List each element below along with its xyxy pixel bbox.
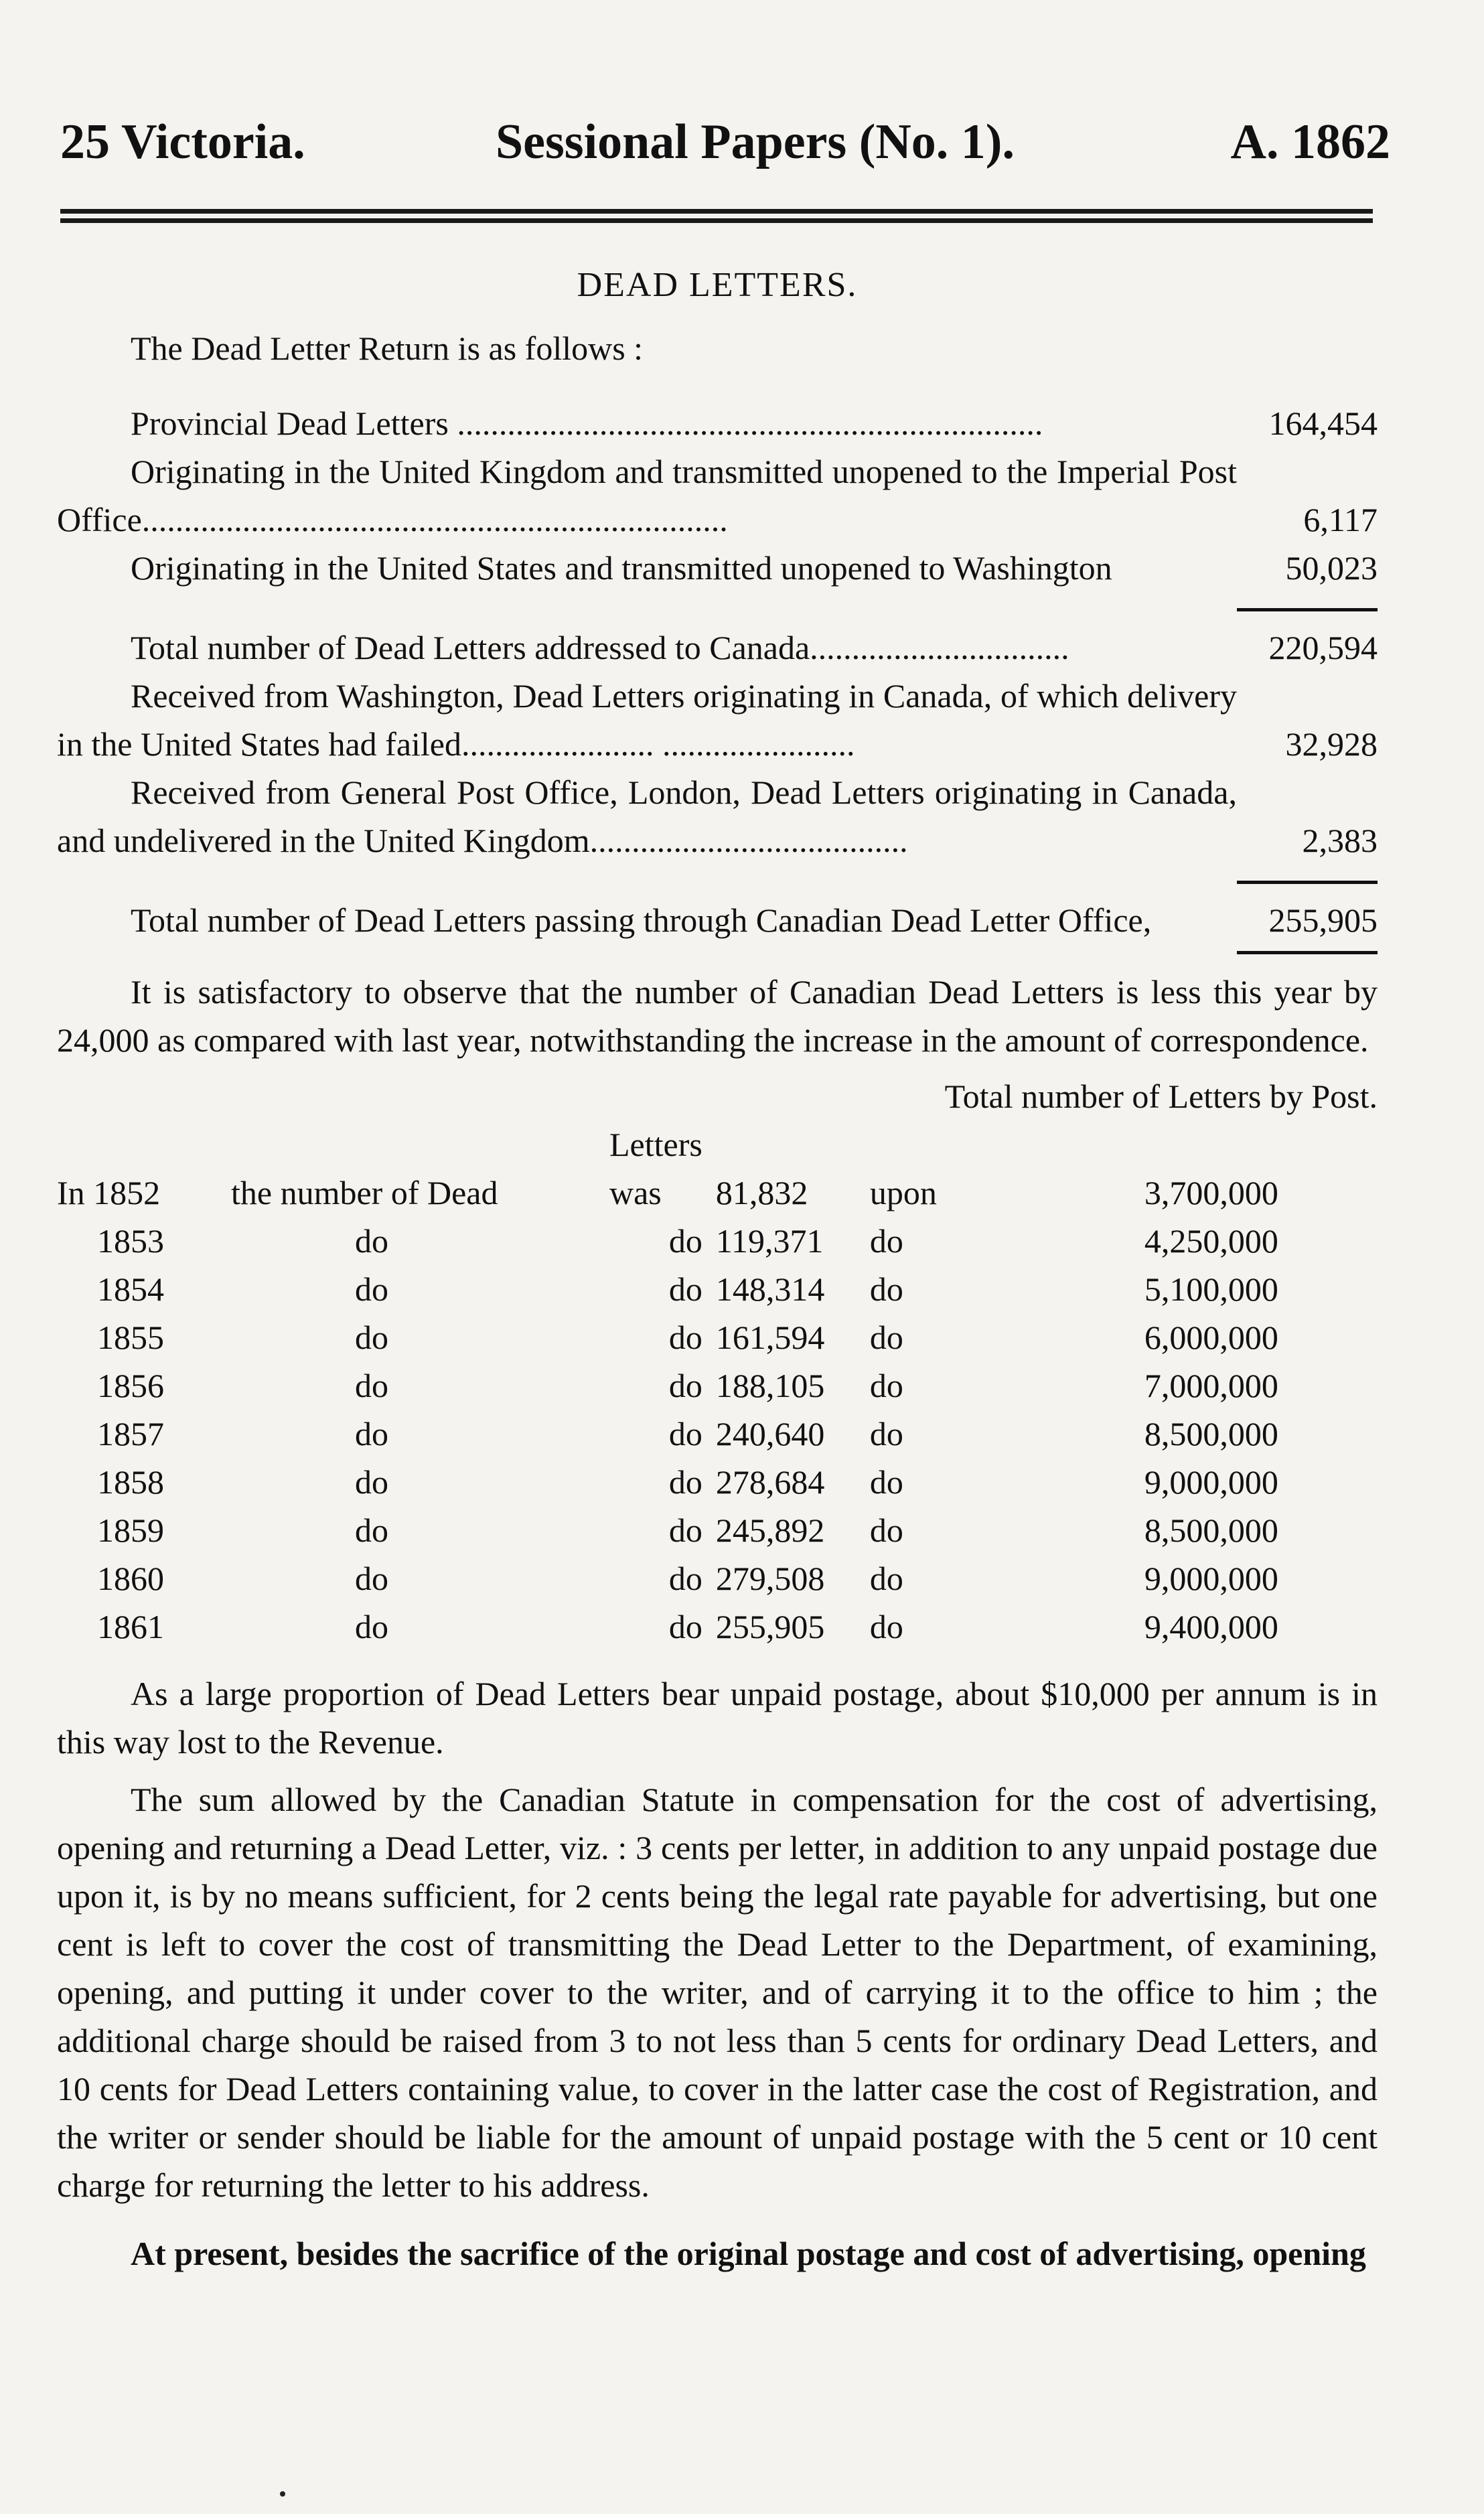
total-letters-cell: 9,400,000 [1144, 1608, 1278, 1645]
ditto-cell: do [869, 1608, 903, 1645]
ditto-cell: do [355, 1270, 388, 1308]
ditto-cell: do [355, 1415, 388, 1453]
dead-letter-count-cell: 148,314 [715, 1270, 825, 1308]
total-letters-cell: 7,000,000 [1144, 1367, 1278, 1404]
print-speck [280, 2491, 285, 2497]
return-row [57, 544, 1378, 592]
total-letters-cell: 9,000,000 [1144, 1463, 1278, 1501]
paragraph-compensation: The sum allowed by the Canadian Statute in compensation for the cost of advertising, opening and returning a Dead Letter, viz. : 3 cents per letter, in addition to any unpaid postage due upon it, is by no means sufficient, for 2 cents being the legal rate payable for advertising, but one cent is left to cover the cost of transmitting the Dead Letter to the Department, of examining, opening, and putting it under cover to the writer, and of carrying it to the office to him ; the additional charge should be raised from 3 to not less than 5 cents for ordinary Dead Letters, and 10 cents for Dead Letters containing value, to cover in the latter case the cost of Registration, and the writer or sender should be liable for the amount of unpaid postage with the 5 cent or 10 cent charge for returning the letter to his address. [57, 1781, 1378, 2204]
header-papers: Sessional Papers (No. 1). [496, 115, 1015, 169]
table-row [57, 1554, 1278, 1603]
ditto-cell: do [668, 1463, 702, 1501]
ditto-cell: do [355, 1367, 388, 1404]
header-year: A. 1862 [1230, 115, 1390, 169]
paragraph-decrease: It is satisfactory to observe that the number of Canadian Dead Letters is less this year by 24,000 as compared with last year, notwithstanding the increase in the amount of correspondence. [57, 973, 1378, 1059]
return-value: 50,023 [1285, 549, 1378, 587]
received-value: 2,383 [1302, 822, 1378, 859]
table-row [57, 1313, 1278, 1361]
year-cell: In 1852 [57, 1174, 161, 1211]
dead-letter-count-cell: 279,508 [715, 1560, 825, 1597]
header-rule-bottom [60, 218, 1373, 223]
return-value: 164,454 [1268, 404, 1378, 442]
received-row [57, 768, 1378, 865]
paragraph-at-present: At present, besides the sacrifice of the original postage and cost of advertising, opening [131, 2235, 1366, 2272]
return-label: Originating in the United Kingdom and transmitted unopened to the Imperial Post Office...................................................................... [57, 453, 1237, 538]
table-row [57, 1458, 1278, 1506]
ditto-cell: do [869, 1463, 903, 1501]
year-cell: 1857 [97, 1415, 164, 1453]
grand-total-label: Total number of Dead Letters passing through Canadian Dead Letter Office, [131, 901, 1152, 939]
sum-rule [1237, 881, 1378, 884]
section-title: DEAD LETTERS. [577, 266, 858, 304]
ditto-cell: do [869, 1415, 903, 1453]
ditto-cell: do [668, 1511, 702, 1549]
return-label: Originating in the United States and transmitted unopened to Washington [131, 549, 1112, 587]
received-label: Received from Washington, Dead Letters originating in Canada, of which delivery in the United States had failed....................... ....................... [57, 677, 1237, 763]
total-row [57, 623, 1378, 672]
year-cell: 1855 [97, 1319, 164, 1356]
received-row [57, 672, 1378, 768]
received-value: 32,928 [1285, 725, 1378, 763]
dead-letter-count-cell: 278,684 [715, 1463, 825, 1501]
ditto-cell: do [355, 1511, 388, 1549]
total-letters-cell: 8,500,000 [1144, 1415, 1278, 1453]
dead-letter-count-cell: 81,832 [715, 1174, 808, 1211]
year-cell: 1853 [97, 1222, 164, 1260]
return-value: 6,117 [1303, 501, 1378, 538]
table-row [57, 1410, 1278, 1458]
table-row [57, 1506, 1278, 1554]
ditto-cell: do [668, 1415, 702, 1453]
year-cell: 1859 [97, 1511, 164, 1549]
dead-letter-count-cell: 188,105 [715, 1367, 825, 1404]
ditto-cell: do [869, 1319, 903, 1356]
ditto-cell: do [668, 1319, 702, 1356]
total-value: 220,594 [1268, 629, 1378, 666]
total-letters-cell: 6,000,000 [1144, 1319, 1278, 1356]
year-cell: 1860 [97, 1560, 164, 1597]
total-letters-cell: 8,500,000 [1144, 1511, 1278, 1549]
page-body [57, 261, 1378, 2311]
year-cell: 1858 [97, 1463, 164, 1501]
ditto-cell: do [355, 1560, 388, 1597]
dead-letter-count-cell: 245,892 [715, 1511, 825, 1549]
received-label: Received from General Post Office, London, Dead Letters originating in Canada, and undelivered in the United Kingdom...................................... [57, 773, 1237, 859]
ditto-cell: do [355, 1222, 388, 1260]
ditto-cell: do [668, 1367, 702, 1404]
ditto-cell: do [869, 1222, 903, 1260]
ditto-cell: Letters was [609, 1126, 702, 1211]
table-row [57, 1120, 1278, 1217]
ditto-cell: do [869, 1511, 903, 1549]
sum-rule [1237, 951, 1378, 954]
ditto-cell: do [668, 1560, 702, 1597]
intro-line: The Dead Letter Return is as follows : [131, 329, 644, 367]
dead-letters-table [57, 1120, 1278, 1651]
total-label: Total number of Dead Letters addressed to Canada............................... [131, 629, 1069, 666]
table-row [57, 1217, 1278, 1265]
ditto-cell: do [869, 1270, 903, 1308]
stats-column-header: Total number of Letters by Post. [944, 1078, 1378, 1115]
total-letters-cell: 5,100,000 [1144, 1270, 1278, 1308]
sum-rule [1237, 608, 1378, 611]
ditto-cell: the number of Dead [231, 1174, 498, 1211]
ditto-cell: do [355, 1608, 388, 1645]
total-letters-cell: 4,250,000 [1144, 1222, 1278, 1260]
grand-total-value: 255,905 [1268, 901, 1378, 939]
dead-letter-count-cell: 240,640 [715, 1415, 825, 1453]
year-cell: 1856 [97, 1367, 164, 1404]
header-rule-top [60, 209, 1373, 214]
year-cell: 1861 [97, 1608, 164, 1645]
ditto-cell: do [668, 1222, 702, 1260]
return-row [57, 447, 1378, 544]
year-cell: 1854 [97, 1270, 164, 1308]
dead-letter-count-cell: 161,594 [715, 1319, 825, 1356]
table-row [57, 1361, 1278, 1410]
return-label: Provincial Dead Letters ...................................................................... [131, 404, 1043, 442]
dead-letter-count-cell: 255,905 [715, 1608, 825, 1645]
dead-letter-count-cell: 119,371 [715, 1222, 824, 1260]
ditto-cell: do [668, 1608, 702, 1645]
ditto-cell: do [668, 1270, 702, 1308]
grand-total-row [57, 896, 1378, 944]
table-row [57, 1603, 1278, 1651]
ditto-cell: upon [869, 1174, 937, 1211]
return-row [57, 399, 1378, 447]
ditto-cell: do [869, 1560, 903, 1597]
header-session: 25 Victoria. [60, 115, 305, 169]
ditto-cell: do [869, 1367, 903, 1404]
ditto-cell: do [355, 1463, 388, 1501]
ditto-cell: do [355, 1319, 388, 1356]
total-letters-cell: 9,000,000 [1144, 1560, 1278, 1597]
total-letters-cell: 3,700,000 [1144, 1174, 1278, 1211]
table-row [57, 1265, 1278, 1313]
paragraph-revenue: As a large proportion of Dead Letters bear unpaid postage, about $10,000 per annum is in this way lost to the Revenue. [57, 1675, 1378, 1761]
